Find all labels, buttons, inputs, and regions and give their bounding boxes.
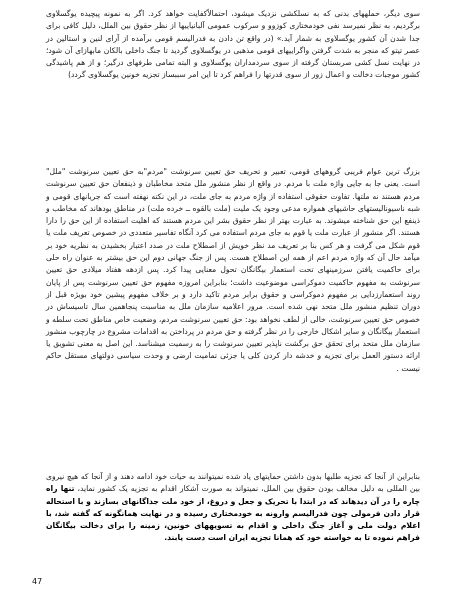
- page-number: 47: [32, 577, 43, 586]
- paragraph-yugoslavia: سوی دیگر، حملههای بدنی که به نسلکشی نزدیک میشود، احتمالاًکفایت خواهد کرد. اگر به نمونه پیچیده یوگسلاوی برگردیم، به نظر نمیرسد نفی خودمختاری کوزوو و سرکوب عمومی آلبانیاییها از نظر حقوق بین الملل، دلیل کافی برای جدا شدن آن کشور یوگسلاوی به شمار آید.» (در واقع تن دادن به فدرالیسم قومی برآمده از آرای لنین و استالین در عصر تیتو که منجر به شدت گرفتن واگراییهای قومی مذهبی در یوگسلاوی گردید تا جنگ داخلی بالکان مابهازای آن شود؛ در نهایت نسل کشی صربستان گرفته از سوی سردمداران یوگسلاوی و البته تمامی طرفهای درگیر؛ و از هم پاشیدگی کشور موجبات دخالت و اعمال زور از سوی قدرتها را فراهم کرد تا این امر سببساز تجزیه خونین یوگسلاوی گردد): [46, 9, 420, 80]
- paragraph-self-determination: بزرگ ترین عوام فریبی گروههای قومی، تعبیر و تحریف حق تعیین سرنوشت "مردم"به حق تعیین سرنوشت "ملل" است. یعنی جا به جایی واژه ملت با مردم. در واقع از نظر منشور ملل متحد مخاطبان و ذینفعان حق تعیین سرنوشت مردم هستند نه ملتها. تفاوت حقوقی استفاده از واژه مردم به جای ملت، در این نکته نهفته است که جریانهای قومی و شبه ناسیونالیستهای حاشیهای همواره مدعی وجود یک ملیت (ملت بالقوه ــ خرده ملت) در مناطق بودهاند که مخاطب و ذینفع این حق شناخته میشوند. به عبارت بهتر از نظر حقوق بشر این مردم هستند که اهلیت استفاده از این حق را دارا هستند. اگر منشور از عبارت ملت یا قوم به جای مردم استفاده می کرد آنگاه تفاسیر متعددی در خصوص تعریف ملت یا قوم شکل می گرفت و هر کس بنا بر تعریف مد نظر خویش از اصطلاح ملت در صدد اعتبار بخشیدن به نظریه خود بر میآمد حال آن که واژه مردم اعم از همه این اصطلاح هست. پس از جنگ جهانی دوم این حق بیشتر به عنوان راه حلی برای حاکمیت یافتن سرزمینهای تحت استعمار بیگانگان تحول معنایی پیدا کرد. پس ازدهه هفتاد میلادی حق تعیین سرنوشت به مفهوم حاکمیت دموکراسی موضوعیت داشت؛ بنابراین امروزه مفهوم حق تعیین سرنوشت پس از پایان روند استعمارزدایی بر مفهوم دموکراسی و حقوق برابر مردم تاکید دارد و بر خلاف مفهوم پیشین خود بویژه قبل از دوران تنظیم منشور ملل متحد نهی شده است. مرور اعلامیه سازمان ملل به مناسبت پنجاهمین سال تاسیساش در خصوص حق تعیین سرنوشت، خالی از لطف نخواهد بود: حق تعیین سرنوشت مردم، وضعیت خاص مناطق تحت سلطه و استعمار بیگانگان و سایر اشکال خارجی را در نظر گرفته و حق مردم در پرداختن به اقدامات مشروع در چارچوب منشور سازمان ملل متحد برای تحقق حق برگشت ناپذیر تعیین سرنوشت را به رسمیت میشناسد. این اصل به معنی تشویق یا ارائه دستور العمل برای تجزیه و خدشه دار کردن کلی یا جزئی تمامیت ارضی و وحدت سیاسی دولتهای مستقل حاکم نیست .: [46, 167, 420, 373]
- conclusion-bold-text: تنها راه چاره را در آن دیدهاند که در ابتدا با تحریک و جعل و دروغ، از خود ملت جداگانهای بسازند و با استحاله قرار دادن فرمولی چون فدرالیسم وارونه به خودمختاری رسیده و در نهایت همانگونه که گفته شد، با اعلام دولت ملی و آغاز جنگ داخلی و اقدام به تسویههای خونین، زمینه را برای دخالت بیگانگان فراهم نموده تا به خواسته خود که همانا تجزیه ایران است دست یابند.: [46, 484, 420, 543]
- conclusion-regular-text: بنابراین از آنجا که تجزیه طلبها بدون داشتن حمایتهای یاد شده نمیتوانند به حیات خود ادامه دهند و از آنجا که هیچ نیروی بین المللی به دلیل مخالف بودن حقوق بین الملل، نمیتواند به صورت آشکار اقدام به تجزیه یک کشور نماید،: [46, 472, 421, 494]
- paragraph-conclusion: [46, 471, 420, 545]
